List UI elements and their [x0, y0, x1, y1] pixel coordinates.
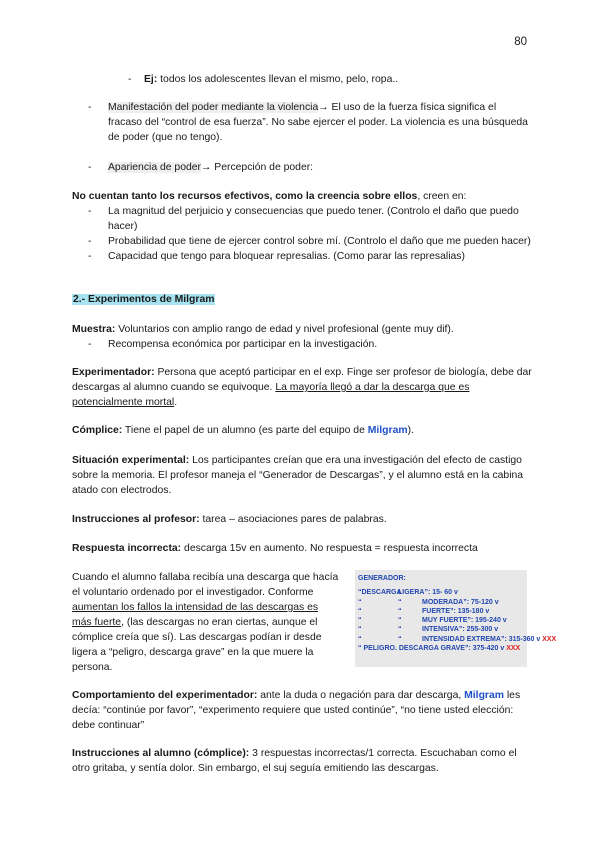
muestra-block: Muestra: Voluntarios con amplio rango de edad y nivel profesional (gente muy dif). - Recompensa económica por participar en la investigación. [72, 324, 454, 350]
violencia-arrow: → [318, 102, 329, 113]
generador-row [358, 588, 524, 597]
generador-row-prefix: “ [358, 635, 362, 643]
generador-box [355, 570, 557, 667]
cuando-p2: , (las descargas no eran ciertas, aunque el cómplice creía que sí). Las descargas podían ir desde ligera a “peligro, descarga grave” en la que muere la persona. [72, 617, 322, 673]
complice-end: ). [407, 425, 414, 436]
complice-milgram: Milgram [367, 425, 408, 436]
ej-item: - Ej: todos los adolescentes llevan el mismo, pelo, ropa.. [128, 74, 399, 85]
apariencia-text: Percepción de poder: [211, 162, 314, 173]
experimentador-label: Experimentador: [72, 367, 155, 378]
generador-row-prefix: “ [358, 617, 362, 625]
apariencia-arrow: → [201, 162, 212, 173]
generador-row-label: MODERADA”: 75-120 v [422, 598, 499, 606]
experimentador-end: . [174, 397, 178, 408]
instrucciones-profesor-text: tarea – asociaciones pares de palabras. [199, 514, 387, 525]
comportamiento-block [72, 688, 532, 733]
generador-row-quote: “ [398, 617, 402, 625]
violencia-term: Manifestación del poder mediante la violencia [108, 102, 319, 113]
cuando-p1: Cuando el alumno fallaba recibía una descarga que hacía el voluntario ordenado por el investigador. Conforme [72, 572, 339, 598]
violencia-text: El uso de la fuerza física significa el fracaso del “control de esa fuerza”. No sabe ejercer el poder. La violencia es una búsqueda de poder (que no tengo). [108, 102, 528, 143]
generador-row [358, 598, 524, 607]
page-number: 80 [514, 36, 527, 48]
complice-text: Tiene el papel de un alumno (es parte del equipo de [122, 425, 368, 436]
generador-row [358, 616, 524, 625]
generador-xxx-mark: XXX [542, 635, 557, 643]
generador-row-prefix: “ [358, 626, 362, 634]
generador-title: GENERADOR: [358, 575, 406, 582]
generador-row-quote: “ [398, 607, 402, 615]
recursos-item-2: Probabilidad que tiene de ejercer control sobre mí. (Controlo el daño que me pueden hacer) [108, 236, 531, 247]
recursos-rest: , creen en: [417, 191, 467, 202]
generador-row-prefix: “ [358, 607, 362, 615]
recursos-bold: No cuentan tanto los recursos efectivos, como la creencia sobre ellos [72, 191, 418, 202]
respuesta-label: Respuesta incorrecta: [72, 543, 182, 554]
generador-row [358, 607, 524, 616]
cuando-block [72, 570, 340, 675]
comportamiento-text: ante la duda o negación para dar descarga, [257, 690, 465, 701]
section-heading-block [72, 292, 532, 307]
generador-row [358, 635, 557, 644]
generador-row-last [358, 644, 524, 653]
experimentador-text: Persona que aceptó participar en el exp. Finge ser profesor de biología, debe dar descargas al alumno cuando se equivoque. [72, 367, 532, 393]
complice-block [72, 423, 532, 438]
generador-row-label: LIGERA”: 15- 60 v [398, 589, 458, 597]
situacion-text: Los participantes creían que era una investigación del efecto de castigo sobre la memoria. El profesor maneja el “Generador de Descargas”, y el alumno está en la cabina atado con electrodos. [72, 455, 524, 496]
recursos-item-3: Capacidad que tengo para bloquear represalias. (Como parar las represalias) [108, 251, 465, 262]
instrucciones-profesor-block [72, 512, 532, 527]
generador-row-label: FUERTE”: 135-180 v [422, 607, 490, 615]
apariencia-term: Apariencia de poder [108, 162, 202, 173]
instrucciones-alumno-block [72, 746, 532, 776]
generador-row-prefix: “ [358, 598, 362, 606]
generador-row-prefix: “DESCARGA [358, 589, 402, 597]
generador-row-quote: “ [398, 598, 402, 606]
comportamiento-label: Comportamiento del experimentador: [72, 690, 258, 701]
comportamiento-text2: les decía: “continúe por favor”, “experimento requiere que usted continúe”, “no tiene usted elección: debe continuar” [72, 690, 521, 731]
cuando-underlined: aumentan los fallos la intensidad de las descargas es más fuerte [72, 602, 319, 628]
violencia-item: - Manifestación del poder mediante la violencia→ El uso de la fuerza física significa el fracaso del “control de esa fuerza”. No sabe ejercer el poder. La violencia es una búsqueda de poder (que no tengo). [88, 102, 528, 143]
situacion-label: Situación experimental: [72, 455, 190, 466]
instrucciones-profesor-label: Instrucciones al profesor: [72, 514, 200, 525]
generador-row-quote: “ [398, 626, 402, 634]
respuesta-block [72, 541, 532, 556]
situacion-block [72, 453, 532, 498]
generador-xxx-mark: XXX [506, 645, 521, 653]
generador-row-quote: “ [398, 635, 402, 643]
recursos-item-1: La magnitud del perjuicio y consecuencias que puedo tener. (Controlo el daño que puedo hacer) [108, 206, 519, 232]
respuesta-text: descarga 15v en aumento. No respuesta = respuesta incorrecta [181, 543, 478, 554]
instrucciones-alumno-text: 3 respuestas incorrectas/1 correcta. Escuchaban como el otro gritaba, y sentía dolor. Sin embargo, el suj seguía emitiendo las descargas. [72, 748, 517, 774]
experimentador-underlined: La mayoría llegó a dar la descarga que es potencialmente mortal [72, 382, 470, 408]
instrucciones-alumno-label: Instrucciones al alumno (cómplice): [72, 748, 250, 759]
experimentador-block [72, 365, 532, 410]
generador-row [358, 625, 524, 634]
complice-label: Cómplice: [72, 425, 123, 436]
generador-row-label: INTENSIVA”: 255-300 v [422, 626, 499, 634]
generador-row-label: MUY FUERTE”: 195-240 v [422, 617, 507, 625]
muestra-text: Voluntarios con amplio rango de edad y nivel profesional (gente muy dif). [115, 324, 454, 335]
muestra-item: Recompensa económica por participar en la investigación. [108, 339, 378, 350]
ej-label: Ej: [144, 74, 158, 85]
comportamiento-milgram: Milgram [464, 690, 504, 701]
generador-last-label: “ PELIGRO. DESCARGA GRAVE”: 375-420 v [358, 645, 505, 653]
recursos-block: No cuentan tanto los recursos efectivos, como la creencia sobre ellos, creen en: - La magnitud del perjuicio y consecuencias que puedo tener. (Controlo el daño que puedo hacer) - Probabilidad que tiene de ejercer control sobre mí. (Controlo el daño que me pueden hacer) - Capacidad que tengo para bloquear represalias. (Como parar las represalias) [72, 191, 531, 262]
generador-row-label: INTENSIDAD EXTREMA”: 315-360 v [422, 635, 541, 643]
apariencia-item: - Apariencia de poder→ Percepción de poder: [88, 162, 314, 173]
ej-text: todos los adolescentes llevan el mismo, pelo, ropa.. [157, 74, 399, 85]
muestra-label: Muestra: [72, 324, 116, 335]
section-title: 2.- Experimentos de Milgram [73, 294, 215, 305]
